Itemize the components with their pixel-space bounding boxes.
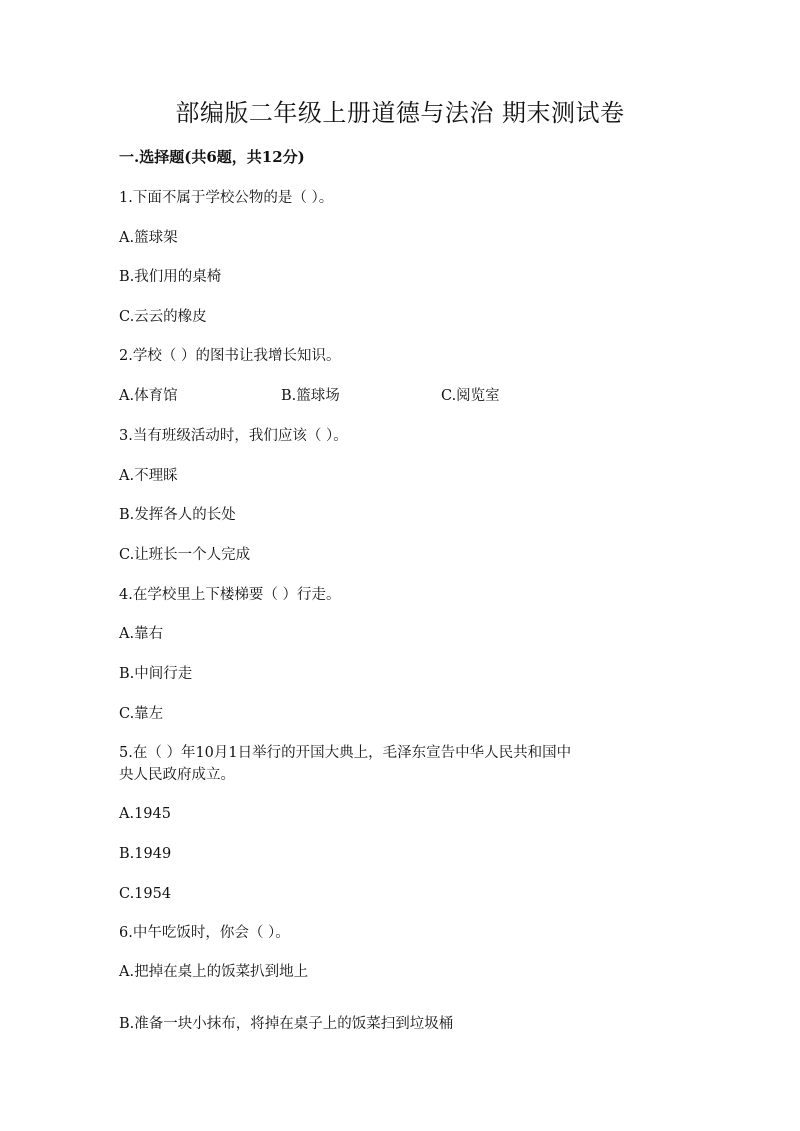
section-heading: 一.选择题(共6题，共12分) [119, 148, 305, 166]
question-2-stem: 2.学校（ ）的图书让我增长知识。 [119, 348, 341, 364]
question-1-stem: 1.下面不属于学校公物的是（ ）。 [119, 190, 334, 206]
question-3-option-c: C.让班长一个人完成 [119, 547, 251, 563]
question-1-option-a: A.篮球架 [119, 230, 178, 246]
question-2-option-a: A.体育馆 [119, 388, 178, 404]
question-4-stem: 4.在学校里上下楼梯要（ ）行走。 [119, 587, 341, 603]
question-3-stem: 3.当有班级活动时，我们应该（ ）。 [119, 428, 348, 444]
question-5-stem-line1: 5.在（ ）年10月1日举行的开国大典上，毛泽东宣告中华人民共和国中 [119, 745, 572, 761]
question-6-option-a: A.把掉在桌上的饭菜扒到地上 [119, 964, 309, 980]
question-4-option-a: A.靠右 [119, 626, 164, 642]
question-5-option-c: C.1954 [119, 886, 172, 902]
question-1-option-c: C.云云的橡皮 [119, 309, 207, 325]
question-5-stem-line2: 央人民政府成立。 [119, 767, 235, 783]
question-2-option-b: B.篮球场 [281, 388, 340, 404]
question-5-option-b: B.1949 [119, 846, 172, 862]
question-3-option-a: A.不理睬 [119, 468, 178, 484]
question-6-option-b: B.准备一块小抹布，将掉在桌子上的饭菜扫到垃圾桶 [119, 1016, 454, 1032]
question-4-option-c: C.靠左 [119, 706, 164, 722]
question-6-stem: 6.中午吃饭时，你会（ ）。 [119, 925, 290, 941]
question-2-option-c: C.阅览室 [441, 388, 500, 404]
question-5-option-a: A.1945 [119, 806, 171, 822]
question-3-option-b: B.发挥各人的长处 [119, 507, 236, 523]
question-1-option-b: B.我们用的桌椅 [119, 269, 222, 285]
page-title: 部编版二年级上册道德与法治 期末测试卷 [175, 99, 625, 127]
question-4-option-b: B.中间行走 [119, 666, 193, 682]
